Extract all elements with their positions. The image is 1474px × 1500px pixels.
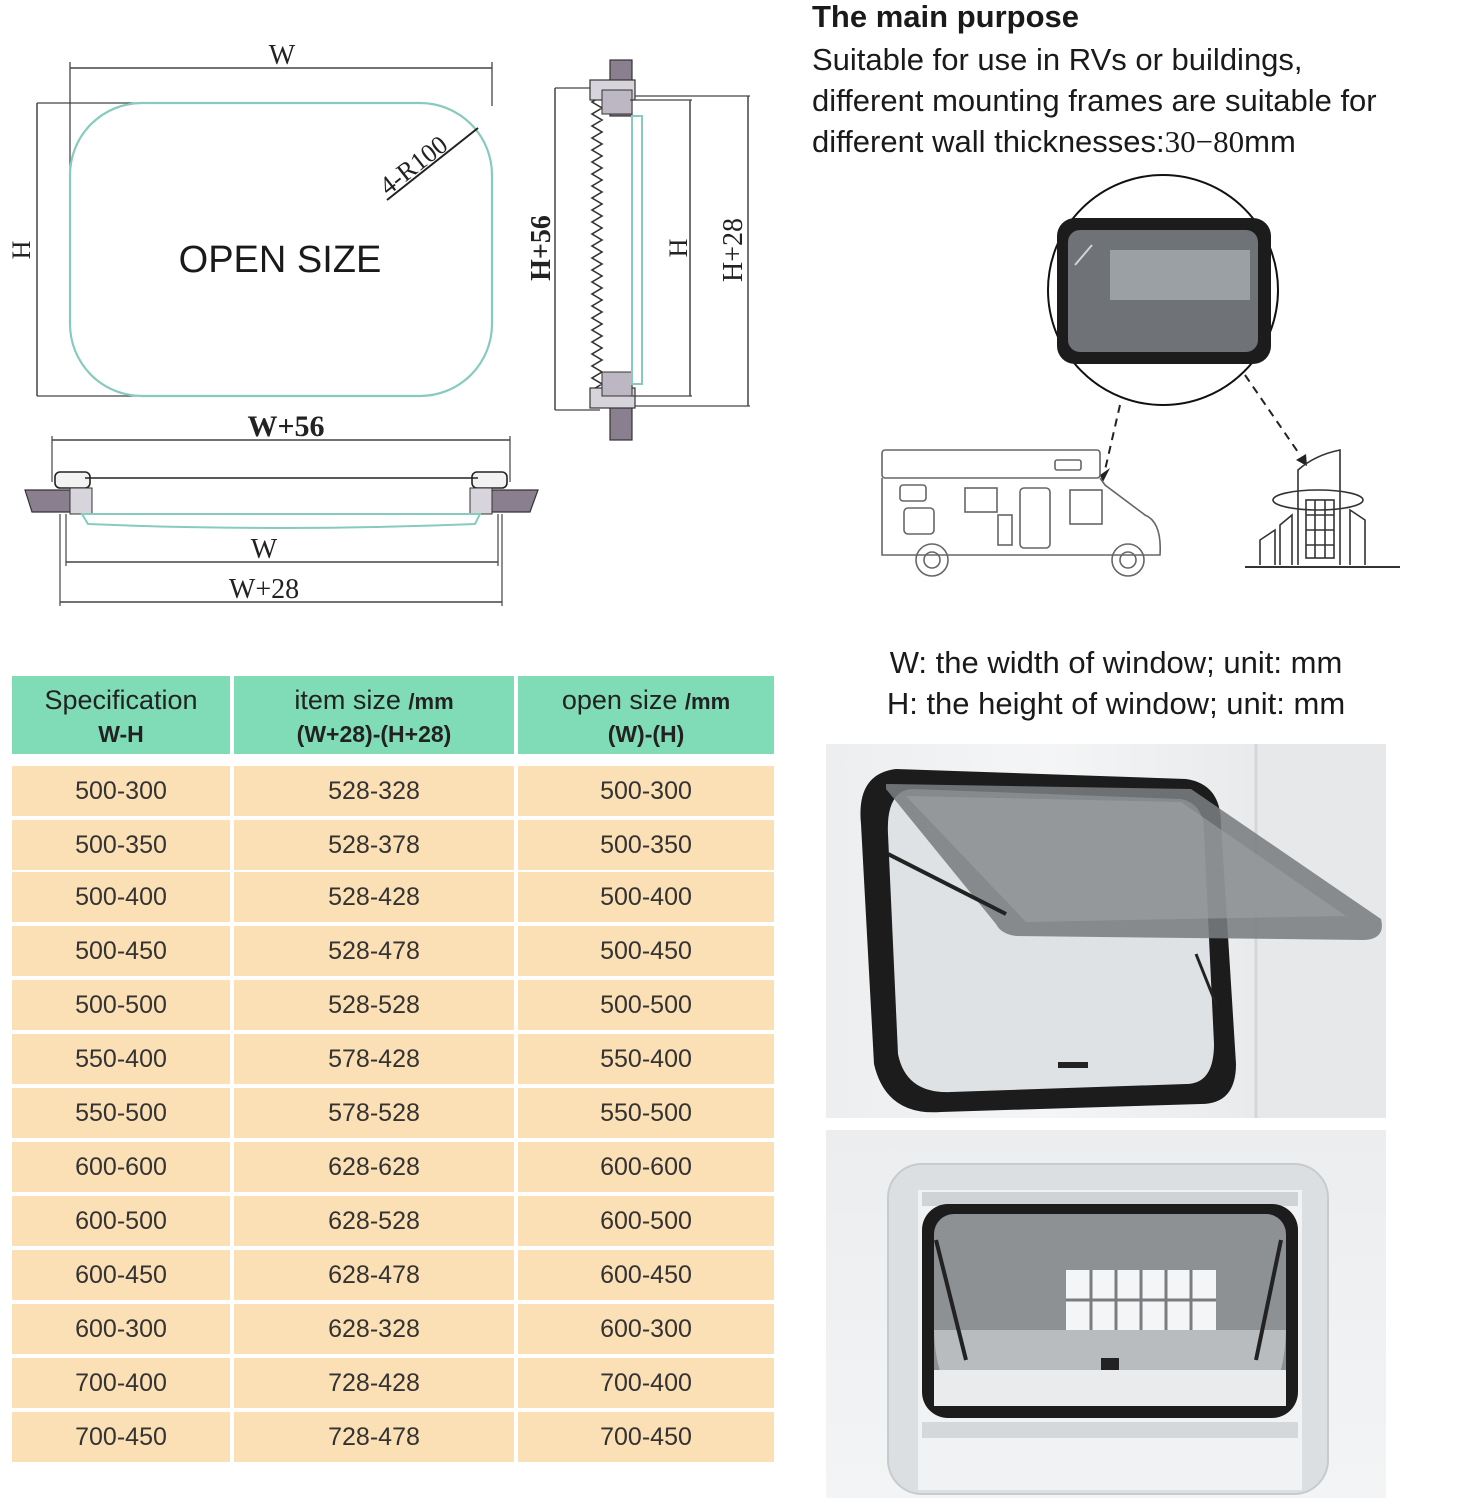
usage-illustration: [860, 170, 1420, 590]
header-unit: /mm: [684, 689, 731, 714]
w-bottom-dimension-label: W: [250, 534, 278, 565]
table-cell: 628-328: [234, 1304, 514, 1354]
table-cell: 550-400: [12, 1034, 230, 1084]
table-cell: 500-500: [518, 980, 774, 1030]
dimension-legend: [826, 642, 1406, 724]
table-cell: 578-528: [234, 1088, 514, 1138]
legend-width: W: the width of window; unit: mm: [889, 645, 1343, 680]
table-cell: 628-528: [234, 1196, 514, 1246]
rv-icon: [882, 450, 1160, 576]
h-dimension-label: H: [7, 240, 36, 260]
purpose-line-1: Suitable for use in RVs or buildings,: [812, 42, 1303, 77]
header-formula: (W+28)-(H+28): [296, 721, 452, 747]
header-unit: /mm: [408, 689, 454, 714]
table-cell: 550-500: [12, 1088, 230, 1138]
side-view-labels: [520, 50, 760, 450]
table-cell: 500-400: [518, 872, 774, 922]
open-size-label: OPEN SIZE: [178, 239, 382, 281]
table-header-1: [234, 676, 514, 754]
table-cell: 578-428: [234, 1034, 514, 1084]
table-cell: 500-350: [518, 820, 774, 870]
table-cell: 700-400: [518, 1358, 774, 1408]
header-label: Specification: [44, 685, 198, 715]
table-header-2: [518, 676, 774, 754]
wall-thickness-range: 30−80: [1164, 124, 1245, 159]
table-cell: 700-400: [12, 1358, 230, 1408]
main-purpose-title: The main purpose: [812, 0, 1079, 34]
header-formula: W-H: [98, 721, 144, 747]
main-purpose-block: [812, 0, 1472, 162]
table-cell: 728-428: [234, 1358, 514, 1408]
table-cell: 500-400: [12, 872, 230, 922]
table-cell: 528-328: [234, 766, 514, 816]
h-side-dimension-label: H: [664, 238, 693, 258]
h56-dimension-label: H+56: [526, 215, 557, 281]
w56-dimension-label: W+56: [247, 410, 325, 443]
header-label: item size: [294, 685, 409, 715]
table-cell: 528-428: [234, 872, 514, 922]
w-dimension-label: W: [268, 40, 296, 71]
table-cell: 550-400: [518, 1034, 774, 1084]
table-cell: 600-600: [12, 1142, 230, 1192]
table-cell: 600-600: [518, 1142, 774, 1192]
table-cell: 700-450: [518, 1412, 774, 1462]
purpose-line-2: different mounting frames are suitable for: [812, 83, 1377, 118]
table-cell: 628-478: [234, 1250, 514, 1300]
table-cell: 600-300: [518, 1304, 774, 1354]
top-glass: [82, 514, 480, 528]
table-cell: 600-450: [518, 1250, 774, 1300]
top-view-drawing: [0, 410, 560, 610]
table-cell: 500-300: [12, 766, 230, 816]
table-cell: 500-500: [12, 980, 230, 1030]
table-cell: 728-478: [234, 1412, 514, 1462]
window-photo-open: [826, 744, 1386, 1118]
legend-height: H: the height of window; unit: mm: [886, 686, 1346, 721]
table-cell: 600-500: [12, 1196, 230, 1246]
front-view-drawing: [0, 0, 520, 410]
table-header-0: [12, 676, 230, 754]
table-cell: 500-300: [518, 766, 774, 816]
wall-thickness-unit: mm: [1244, 124, 1296, 159]
table-cell: 528-378: [234, 820, 514, 870]
w28-dimension-label: W+28: [228, 574, 300, 605]
table-cell: 528-528: [234, 980, 514, 1030]
window-photo-interior: [826, 1130, 1386, 1498]
radius-label: 4-R100: [373, 129, 454, 201]
table-cell: 600-300: [12, 1304, 230, 1354]
header-label: open size: [561, 685, 685, 715]
table-cell: 628-628: [234, 1142, 514, 1192]
table-cell: 528-478: [234, 926, 514, 976]
purpose-line-3: [812, 121, 1472, 162]
wall-thickness-text: different wall thicknesses:: [812, 124, 1165, 159]
table-cell: 700-450: [12, 1412, 230, 1462]
h28-dimension-label: H+28: [718, 217, 749, 283]
table-cell: 550-500: [518, 1088, 774, 1138]
table-cell: 500-450: [518, 926, 774, 976]
table-cell: 600-450: [12, 1250, 230, 1300]
table-cell: 500-350: [12, 820, 230, 870]
header-formula: (W)-(H): [607, 721, 685, 747]
table-cell: 600-500: [518, 1196, 774, 1246]
spec-table: [12, 676, 776, 1476]
table-cell: 500-450: [12, 926, 230, 976]
building-icon: [1245, 450, 1400, 567]
